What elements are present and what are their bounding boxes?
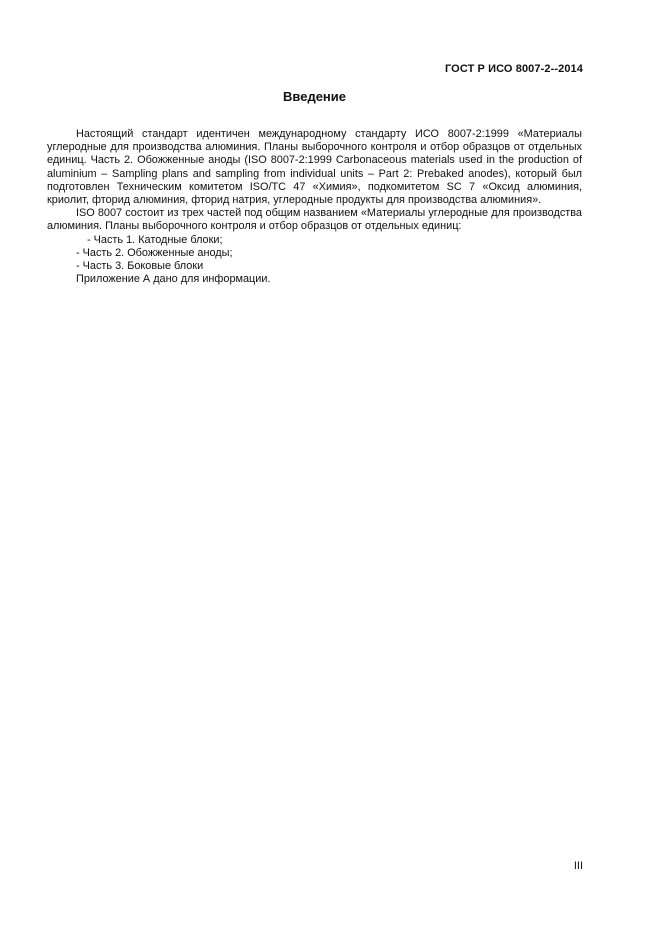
- section-title: Введение: [283, 89, 346, 104]
- parts-list: [47, 234, 582, 274]
- list-item: - Часть 3. Боковые блоки: [76, 260, 204, 273]
- intro-paragraph: Настоящий стандарт идентичен международному стандарту ИСО 8007-2:1999 «Материалы углеродные для производства алюминия. Планы выборочного контроля и отбор образцов от отдельных единиц. Часть 2. Обожженные аноды (ISO 8007-2:1999 Carbonaceous materials used in the production of aluminium – Sampling plans and sampling from individual units – Part 2: Prebaked anodes), который был подготовлен Техническим комитетом ISO/TC 47 «Химия», подкомитетом SC 7 «Оксид алюминия, криолит, фторид алюминия, фторид натрия, углеродные продукты для производства алюминия».: [47, 128, 582, 207]
- list-item: - Часть 1. Катодные блоки;: [87, 233, 223, 246]
- parts-paragraph: ISO 8007 состоит из трех частей под общим названием «Материалы углеродные для производства алюминия. Планы выборочного контроля и отбор образцов от отдельных единиц:: [47, 207, 582, 233]
- page-number: III: [573, 860, 583, 872]
- document-body: [47, 128, 582, 286]
- document-code-header: ГОСТ Р ИСО 8007-2--2014: [444, 63, 583, 75]
- annex-note: Приложение А дано для информации.: [76, 273, 271, 286]
- list-item: - Часть 2. Обожженные аноды;: [76, 246, 233, 259]
